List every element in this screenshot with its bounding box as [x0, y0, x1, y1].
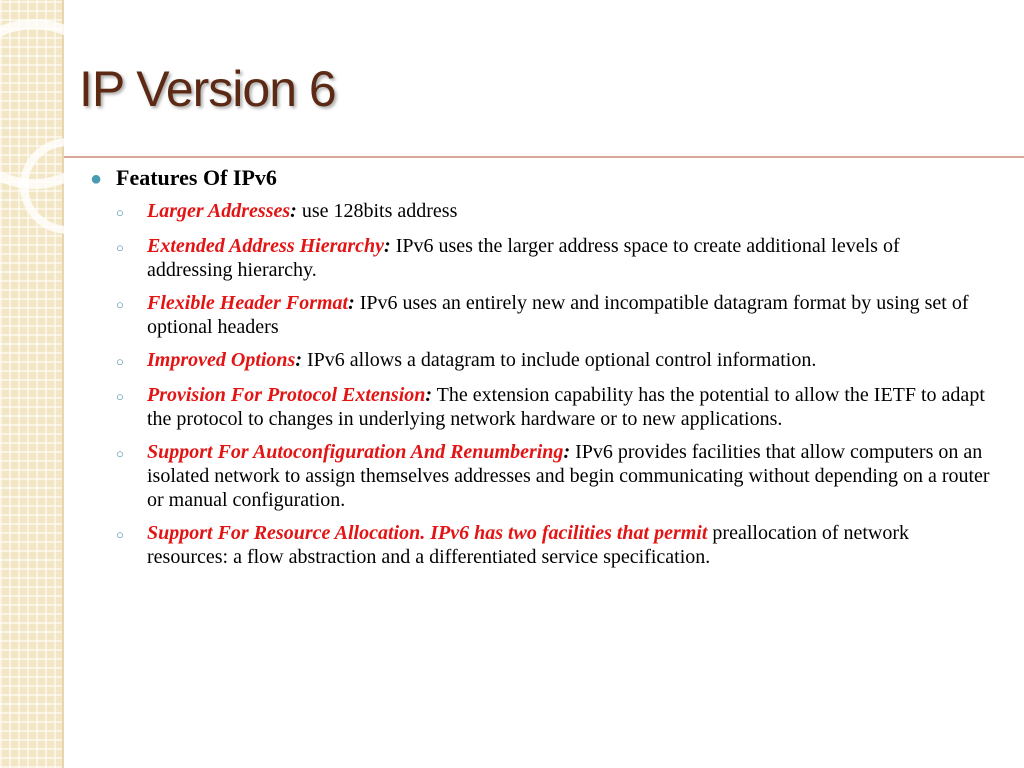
feature-term: Improved Options [147, 349, 296, 371]
feature-description: The extension capability has the potential to allow the IETF to adapt the protocol to changes in underlying network hardware or to new applications. [147, 384, 985, 430]
feature-term-colon: : [384, 235, 391, 257]
sub-bullet-icon: ○ [116, 297, 124, 312]
feature-text [147, 199, 990, 223]
main-bullet-item [90, 164, 990, 193]
sub-bullet-icon: ○ [116, 354, 124, 369]
slide-content [90, 164, 990, 578]
feature-description: use 128bits address [296, 200, 458, 222]
feature-item [116, 383, 990, 431]
sub-bullet-icon: ○ [116, 240, 124, 255]
feature-term-colon: : [290, 200, 297, 222]
feature-term-colon: : [295, 349, 303, 371]
feature-term: Larger Addresses [147, 200, 291, 222]
feature-list [90, 199, 990, 569]
feature-text [147, 234, 990, 282]
feature-term: Extended Address Hierarchy [147, 235, 385, 257]
slide-title: IP Version 6 [79, 61, 336, 117]
sub-bullet-icon: ○ [116, 446, 124, 461]
sub-bullet-icon: ○ [116, 205, 124, 220]
feature-item [116, 521, 990, 569]
feature-term-colon: : [348, 292, 355, 314]
main-bullet-icon: ● [90, 168, 103, 190]
feature-item [116, 291, 990, 339]
feature-term-colon: : [425, 384, 433, 406]
feature-text [147, 521, 990, 569]
features-heading: Features Of IPv6 [116, 165, 277, 190]
feature-term: Provision For Protocol Extension [147, 384, 426, 406]
feature-text [147, 383, 990, 431]
feature-term: Support For Resource Allocation. IPv6 has two facilities that permit [147, 522, 708, 544]
sub-bullet-icon: ○ [116, 527, 124, 542]
feature-item [116, 199, 990, 225]
feature-item [116, 440, 990, 512]
feature-text [147, 291, 990, 339]
sub-bullet-icon: ○ [116, 389, 124, 404]
feature-text [147, 440, 990, 512]
feature-item [116, 348, 990, 374]
title-underline [64, 156, 1024, 158]
feature-description: preallocation of network resources: a flow abstraction and a differentiated service specification. [147, 522, 910, 568]
feature-term: Flexible Header Format [147, 292, 349, 314]
feature-description: IPv6 allows a datagram to include optional control information. [302, 349, 817, 371]
feature-description: IPv6 provides facilities that allow computers on an isolated network to assign themselves addresses and begin communicating without depending on a router or manual configuration. [147, 441, 990, 511]
feature-text [147, 348, 990, 372]
feature-description: IPv6 uses the larger address space to create additional levels of addressing hierarchy. [147, 235, 900, 281]
feature-item [116, 234, 990, 282]
feature-term: Support For Autoconfiguration And Renumbering [147, 441, 564, 463]
feature-description: IPv6 uses an entirely new and incompatible datagram format by using set of optional headers [147, 292, 969, 338]
feature-term-colon: : [563, 441, 571, 463]
